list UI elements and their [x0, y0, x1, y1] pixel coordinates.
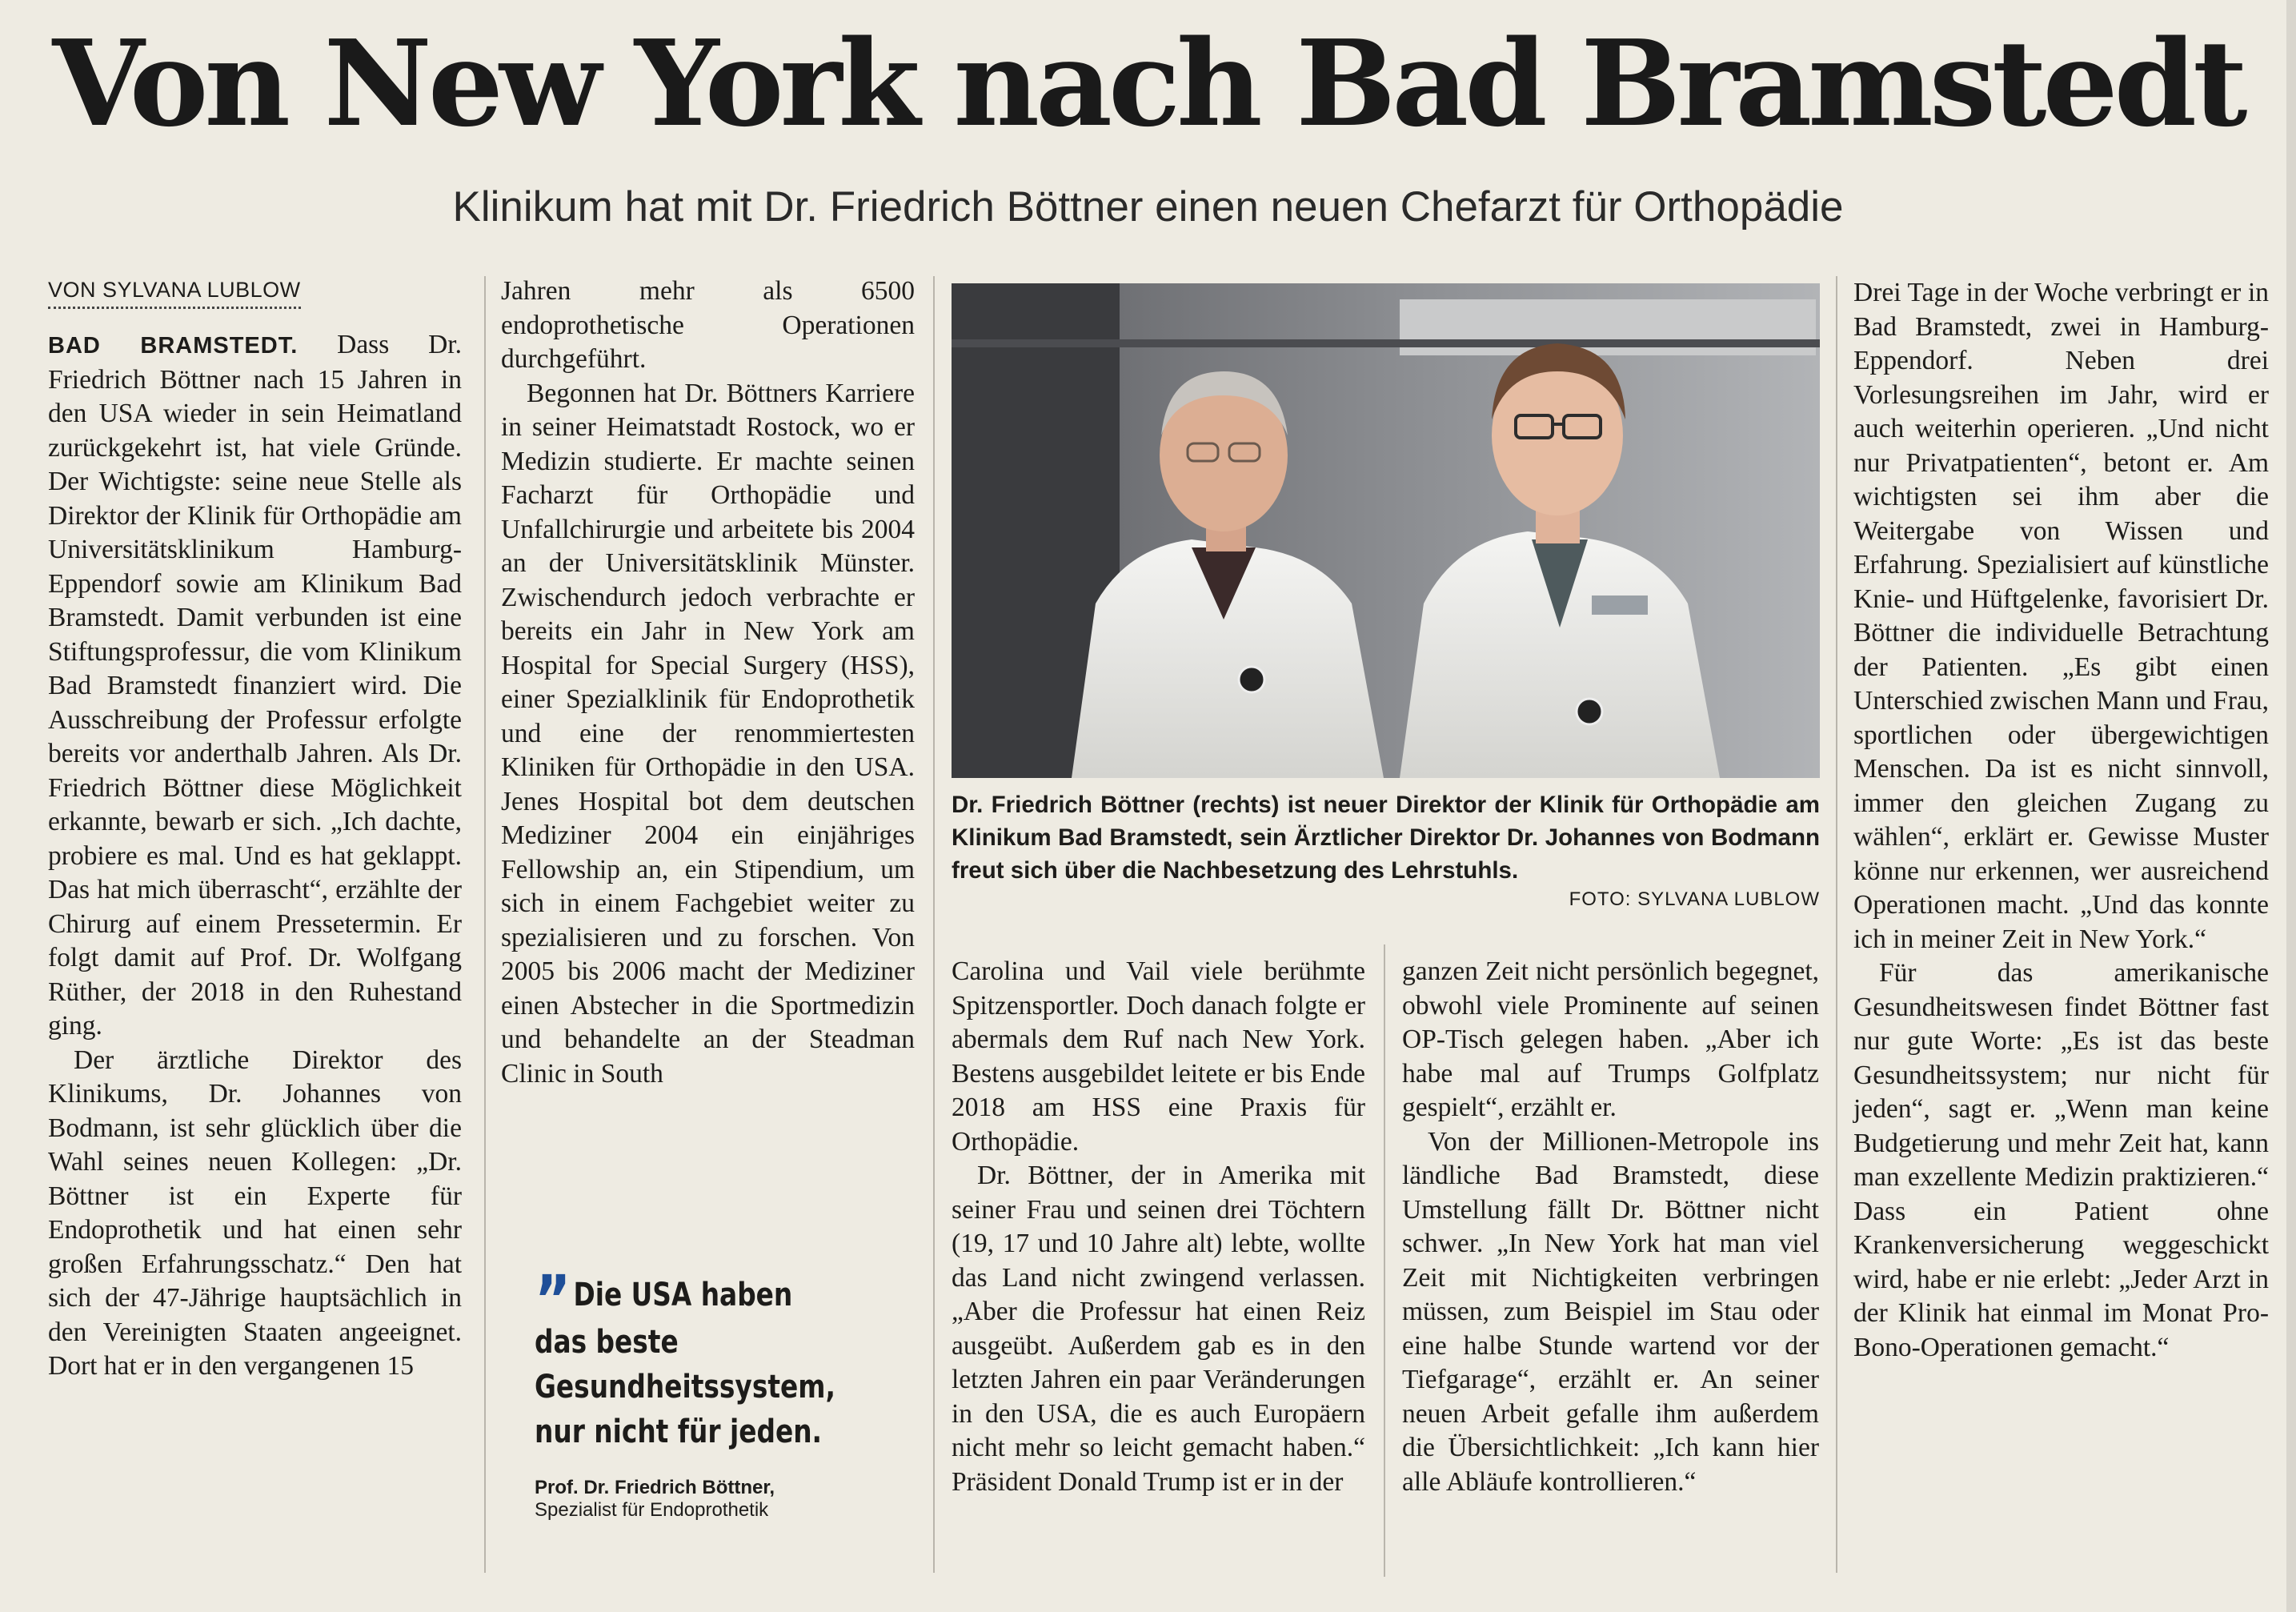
pull-quote: [535, 1261, 847, 1522]
text-column-3: [952, 955, 1365, 1499]
photo-caption: Dr. Friedrich Böttner (rechts) ist neuer Direktor der Klinik für Orthopädie am Klinikum Bad Bramstedt, sein Ärztlicher Direktor Dr. Johannes von Bodmann freut sich über die Nachbesetzung des Lehrstuhls.: [952, 792, 1820, 884]
paragraph: Carolina und Vail viele berühmte Spitzensportler. Doch danach folgte er abermals dem Ruf nach New York. Bestens ausgebildet leitete er bis Ende 2018 am HSS eine Praxis für Orthopädie.: [952, 956, 1365, 1157]
dateline: BAD BRAMSTEDT.: [48, 333, 299, 359]
pull-quote-role: Spezialist für Endoprothetik: [535, 1499, 769, 1521]
paragraph: Der ärztliche Direktor des Klinikums, Dr. Johannes von Bodmann, ist sehr glücklich über die Wahl seines neuen Kollegen: „Dr. Böttner ist ein Experte für Endoprothetik und hat einen sehr großen Erfahrungsschatz.“ Den hat sich der 47-Jährige hauptsächlich in den Vereinigten Staaten angeeignet. Dort hat er in den vergangenen 15: [48, 1045, 462, 1381]
article-photo: [952, 283, 1820, 778]
paragraph: Begonnen hat Dr. Böttners Karriere in seiner Heimatstadt Rostock, wo er Medizin studierte. Er machte seinen Facharzt für Orthopädie und Unfallchirurgie und arbeitete bis 2004 an der Universitätsklinik Münster. Zwischendurch jedoch verbrachte er bereits ein Jahr in New York am Hospital for Special Surgery (HSS), einer Spezialklinik für Endoprothetik und eine der renommiertesten Kliniken für Orthopädie in den USA. Jenes Hospital bot dem deutschen Mediziner 2004 ein einjähriges Fellowship an, ein Stipendium, um sich in einem Fachgebiet weiter zu spezialisieren und zu forschen. Von 2005 bis 2006 macht der Mediziner einen Abstecher in die Sportmedizin und behandelte an der Steadman Clinic in South: [501, 378, 915, 1089]
column-rule: [1384, 944, 1385, 1577]
pull-quote-author: Prof. Dr. Friedrich Böttner,: [535, 1477, 775, 1498]
subheadline: Klinikum hat mit Dr. Friedrich Böttner einen neuen Chefarzt für Orthopädie: [452, 183, 1844, 231]
page-edge-shadow: [2286, 0, 2296, 1612]
paragraph: Für das amerikanische Gesundheitswesen findet Böttner fast nur gute Worte: „Es ist das beste Gesundheitssystem; nur nicht für jeden“, sagt er. „Wenn man keine Budgetierung und mehr Zeit hat, kann man exzellente Medizin praktizieren.“ Dass ein Patient ohne Krankenversicherung weggeschickt wird, habe er nie erlebt: „Jeder Arzt in der Klinik hat einmal im Monat Pro-Bono-Operationen gemacht.“: [1853, 958, 2269, 1362]
text-column-5: [1853, 276, 2269, 1365]
paragraph-text: Dass Dr. Friedrich Böttner nach 15 Jahren in den USA wieder in sein Heimatland zurückgekehrt ist, hat viele Gründe. Der Wichtigste: seine neue Stelle als Direktor der Klinik für Orthopädie am Universitätsklinikum Hamburg-Eppendorf sowie am Klinikum Bad Bramstedt. Damit verbunden ist eine Stiftungsprofessur, die vom Klinikum Bad Bramstedt finanziert wird. Die Ausschreibung der Professur erfolgte bereits vor anderthalb Jahren. Als Dr. Friedrich Böttner diese Möglichkeit erkannte, bewarb er sich. „Ich dachte, probiere es mal. Und es hat geklappt. Das hat mich überrascht“, erzählte der Chirurg auf einem Pressetermin. Er folgt damit auf Prof. Dr. Wolfgang Rüther, der 2018 in den Ruhestand ging.: [48, 330, 462, 1041]
paragraph: Jahren mehr als 6500 endoprothetische Operationen durchgeführt.: [501, 276, 915, 374]
paragraph: [48, 328, 462, 1044]
text-column-2: [501, 275, 915, 1091]
photo-credit: FOTO: SYLVANA LUBLOW: [1569, 888, 1820, 910]
paragraph: ganzen Zeit nicht persönlich begegnet, obwohl viele Prominente auf seinen OP-Tisch gelegen haben. „Aber ich habe mal auf Trumps Golfplatz gespielt“, erzählt er.: [1402, 956, 1819, 1122]
column-rule: [484, 276, 486, 1573]
byline: VON SYLVANA LUBLOW: [48, 276, 301, 309]
pull-quote-body: [535, 1261, 850, 1454]
paragraph: Drei Tage in der Woche verbringt er in Bad Bramstedt, zwei in Hamburg-Eppendorf. Neben drei Vorlesungsreihen im Jahr, wird er auch weiterhin operieren. „Und nicht nur Privatpatienten“, betont er. Am wichtigsten sei ihm aber die Weitergabe von Wissen und Erfahrung. Spezialisiert auf künstliche Knie- und Hüftgelenke, favorisiert Dr. Böttner die individuelle Betrachtung der Patienten. „Es gibt einen Unterschied zwischen Mann und Frau, sportlichen oder übergewichtigen Menschen. Da ist es nicht sinnvoll, immer den gleichen Zugang zu wählen“, erklärt er. Gewisse Muster könne nur erkennen, wer ausreichend Operationen macht. „Und das konnte ich in meiner Zeit in New York.“: [1853, 278, 2269, 954]
column-rule: [1836, 276, 1837, 1573]
text-column-1: [48, 272, 462, 1384]
text-column-4: [1402, 955, 1819, 1499]
headline: Von New York nach Bad Bramstedt: [52, 14, 2244, 153]
pull-quote-text: Die USA haben das beste Gesundheitssystem, nur nicht für jeden.: [535, 1277, 835, 1450]
quote-mark-icon: ”: [535, 1261, 565, 1339]
paragraph: Dr. Böttner, der in Amerika mit seiner Frau und seinen drei Töchtern (19, 17 und 10 Jahre alt) lebte, wollte das Land nicht zwingend verlassen. „Aber die Professur hat einen Reiz ausgeübt. Außerdem gab es in den letzten Jahren ein paar Veränderungen in den USA, die es auch Europäern nicht mehr so leicht gemacht haben.“ Präsident Donald Trump ist er in der: [952, 1161, 1365, 1497]
paragraph: Von der Millionen-Metropole ins ländliche Bad Bramstedt, diese Umstellung fällt Dr. Böttner nicht schwer. „In New York hat man viel Zeit mit Nichtigkeiten verbringen müssen, zum Beispiel im Stau oder eine halbe Stunde wartend vor der Tiefgarage“, erzählt er. An seiner neuen Arbeit gefalle ihm außerdem die Übersichtlichkeit: „Ich kann hier alle Abläufe kontrollieren.“: [1402, 1126, 1819, 1497]
column-rule: [933, 276, 935, 1573]
